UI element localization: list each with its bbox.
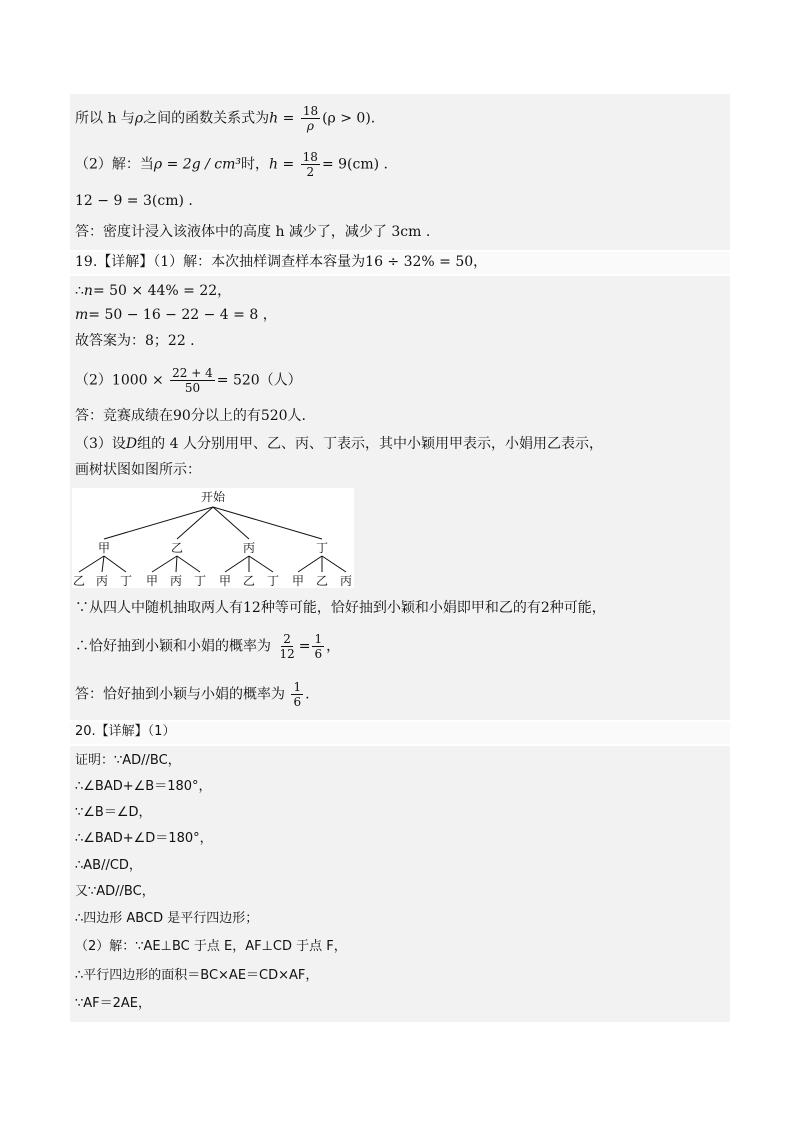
tree-leaf: 甲: [218, 574, 232, 588]
p18-line-4: 答：密度计浸入该液体中的高度 h 减少了，减少了 3cm .: [75, 224, 431, 240]
p20-line-7: 又∵AD//BC，: [75, 884, 155, 899]
fraction: $\frac{1}{6}$: [314, 632, 323, 661]
p19-line-8: 画树状图如图所示：: [75, 462, 201, 478]
tree-leaf: 丙: [95, 574, 109, 588]
p19-line-9: ∵从四人中随机抽取两人有12种等可能，恰好抽到小颖和小娟即甲和乙的有2种可能，: [75, 600, 606, 616]
tree-leaf: 甲: [145, 574, 159, 588]
p18-line-2: （2）解：当ρ = 2g / cm³时，h = $\frac{18}{2}$ = 9(cm) .: [75, 150, 388, 179]
p20-line-6: ∴AB//CD，: [75, 858, 142, 873]
tree-edge: [102, 556, 104, 572]
p20-line-11: ∵AF＝2AE，: [75, 996, 152, 1011]
tree-leaf: 乙: [72, 574, 86, 588]
tree-edge: [152, 556, 177, 572]
tree-edge: [225, 556, 249, 572]
tree-node-3: 丙: [242, 541, 256, 555]
tree-leaf: 乙: [242, 574, 256, 588]
p19-line-11: 答：恰好抽到小颖与小娟的概率为 $\frac{1}{6}$ .: [75, 680, 310, 709]
tree-node-2: 乙: [170, 541, 184, 555]
tree-edge: [104, 507, 213, 539]
tree-node-1: 甲: [97, 541, 111, 555]
p20-line-5: ∴∠BAD+∠D＝180°，: [75, 831, 213, 846]
p19-line-3: m= 50 − 16 − 22 − 4 = 8 ，: [75, 307, 277, 323]
tree-leaf: 丁: [266, 574, 280, 588]
p20-line-2: 证明：∵AD//BC，: [75, 753, 181, 768]
p20-line-10: ∴平行四边形的面积＝BC×AE＝CD×AF，: [75, 968, 319, 983]
tree-leaf: 乙: [315, 574, 329, 588]
p19-line-1: 19.【详解】（1）解：本次抽样调查样本容量为16 ÷ 32% = 50，: [75, 254, 488, 270]
tree-leaf: 甲: [291, 574, 305, 588]
p18-line-1: 所以 h 与ρ之间的函数关系式为h = $\frac{18}{\rho}$ (ρ > 0).: [75, 104, 376, 133]
tree-diagram: [72, 488, 354, 588]
p19-line-5: （2）1000 × $\frac{22 + 4}{50}$ = 520（人）: [75, 366, 302, 395]
fraction: $\frac{2}{12}$: [279, 632, 295, 661]
p20-line-9: （2）解：∵AE⊥BC 于点 E，AF⊥CD 于点 F，: [75, 939, 347, 954]
fraction: $\frac{18}{\rho}$: [302, 104, 319, 133]
tree-leaf: 丙: [169, 574, 183, 588]
p19-line-4: 故答案为：8；22 .: [75, 333, 195, 349]
tree-leaf: 丙: [339, 574, 353, 588]
tree-svg: [72, 488, 354, 588]
p19-line-2: ∴n= 50 × 44% = 22，: [75, 283, 232, 299]
fraction: $\frac{18}{2}$: [302, 150, 318, 179]
p19-line-10: ∴恰好抽到小颖和小娟的概率为 $\frac{2}{12}$ = $\frac{1}{6}$ ，: [75, 632, 341, 661]
p20-line-4: ∵∠B＝∠D，: [75, 805, 152, 820]
p19-line-6: 答：竞赛成绩在90分以上的有520人.: [75, 408, 306, 424]
tree-root: 开始: [200, 490, 226, 504]
tree-edge: [322, 556, 346, 572]
fraction: $\frac{22 + 4}{50}$: [172, 366, 213, 395]
tree-edge: [79, 556, 104, 572]
tree-edge: [249, 556, 273, 572]
tree-edge: [104, 556, 126, 572]
tree-edge: [213, 507, 322, 539]
p18-line-3: 12 − 9 = 3(cm) .: [75, 193, 193, 209]
tree-node-4: 丁: [315, 541, 329, 555]
tree-leaf: 丁: [193, 574, 207, 588]
p20-line-8: ∴四边形 ABCD 是平行四边形；: [75, 911, 259, 926]
tree-edge: [177, 556, 200, 572]
tree-leaf: 丁: [119, 574, 133, 588]
p20-line-1: 20.【详解】（1）: [75, 724, 176, 739]
p19-line-7: （3）设D组的 4 人分别用甲、乙、丙、丁表示，其中小颖用甲表示，小娟用乙表示，: [75, 436, 603, 452]
fraction: $\frac{1}{6}$: [293, 680, 302, 709]
tree-edge: [176, 556, 177, 572]
tree-edge: [298, 556, 322, 572]
p20-line-3: ∴∠BAD+∠B＝180°，: [75, 779, 212, 794]
